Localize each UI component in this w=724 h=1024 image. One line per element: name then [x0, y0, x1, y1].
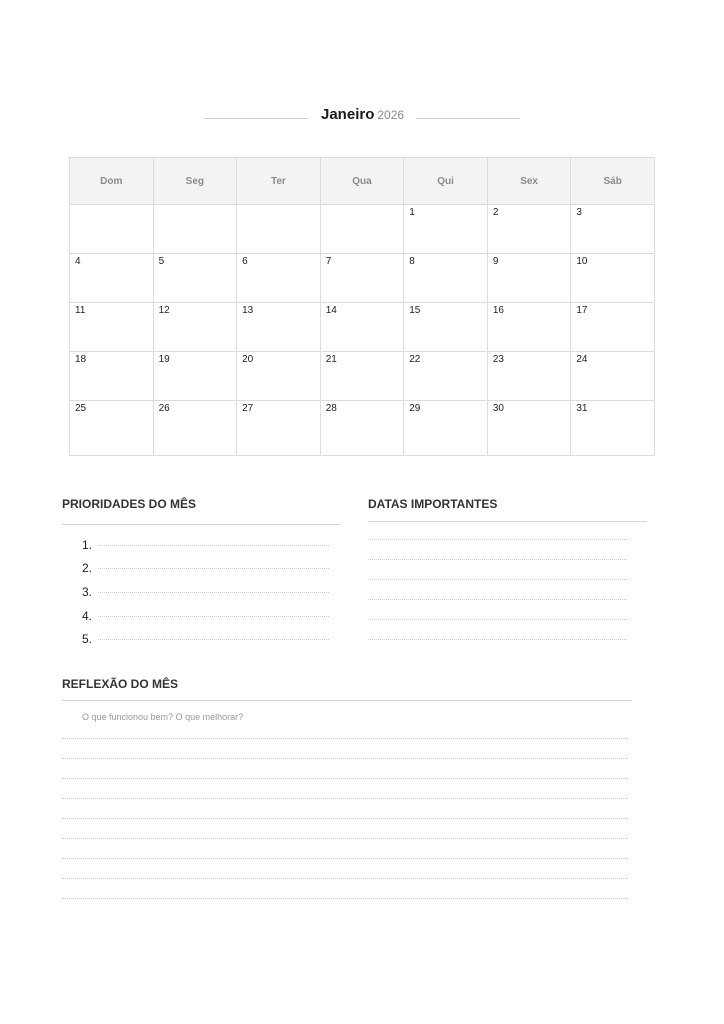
- day-cell[interactable]: [320, 254, 404, 303]
- week-row: [70, 303, 655, 352]
- reflection-prompt: O que funcionou bem? O que melhorar?: [82, 712, 244, 722]
- day-number: 18: [75, 354, 87, 365]
- day-cell[interactable]: [487, 352, 571, 401]
- day-number: 21: [325, 354, 337, 365]
- day-cell[interactable]: [70, 205, 154, 254]
- day-cell[interactable]: [70, 254, 154, 303]
- day-cell[interactable]: [237, 352, 321, 401]
- date-line[interactable]: [368, 619, 627, 620]
- day-number: 11: [75, 305, 86, 316]
- header-rule-right: [416, 118, 520, 119]
- day-cell[interactable]: [70, 303, 154, 352]
- day-number: 12: [158, 305, 170, 316]
- day-number: 29: [409, 403, 421, 414]
- reflection-line[interactable]: [62, 798, 628, 799]
- important-dates-title: DATAS IMPORTANTES: [368, 497, 498, 511]
- day-cell[interactable]: [320, 401, 404, 456]
- day-cell[interactable]: [153, 401, 237, 456]
- day-number: 23: [492, 354, 504, 365]
- day-number: [321, 205, 404, 207]
- weekday-header: Qua: [320, 158, 404, 205]
- day-cell[interactable]: [320, 303, 404, 352]
- day-number: 25: [75, 403, 87, 414]
- day-number: 30: [492, 403, 504, 414]
- day-cell[interactable]: [237, 303, 321, 352]
- day-cell[interactable]: [153, 352, 237, 401]
- date-line[interactable]: [368, 639, 627, 640]
- date-line[interactable]: [368, 539, 627, 540]
- day-cell[interactable]: [487, 205, 571, 254]
- day-cell[interactable]: [571, 254, 655, 303]
- day-number: 3: [576, 207, 582, 218]
- calendar-grid: [69, 157, 655, 456]
- priorities-rule: [62, 524, 341, 525]
- day-number: [70, 205, 153, 207]
- priority-number: 1.: [82, 538, 93, 552]
- reflection-line[interactable]: [62, 858, 628, 859]
- day-number: 19: [158, 354, 170, 365]
- priority-line[interactable]: [98, 545, 329, 546]
- month-name: Janeiro: [321, 106, 375, 123]
- reflection-title: REFLEXÃO DO MÊS: [62, 677, 179, 691]
- day-cell[interactable]: [237, 254, 321, 303]
- day-cell[interactable]: [404, 401, 488, 456]
- month-header: [0, 106, 724, 126]
- day-cell[interactable]: [320, 205, 404, 254]
- day-number: 22: [409, 354, 421, 365]
- day-number: [237, 205, 320, 207]
- day-number: 4: [75, 256, 81, 267]
- day-number: 6: [242, 256, 248, 267]
- day-cell[interactable]: [487, 254, 571, 303]
- day-cell[interactable]: [404, 254, 488, 303]
- day-cell[interactable]: [404, 303, 488, 352]
- weekday-header-row: [70, 158, 655, 205]
- priority-line[interactable]: [98, 592, 329, 593]
- day-cell[interactable]: [153, 303, 237, 352]
- day-number: 28: [325, 403, 337, 414]
- day-cell[interactable]: [487, 401, 571, 456]
- week-row: [70, 401, 655, 456]
- day-cell[interactable]: [571, 352, 655, 401]
- month-title: [321, 106, 404, 124]
- day-cell[interactable]: [153, 254, 237, 303]
- day-number: 7: [325, 256, 332, 267]
- day-number: 13: [242, 305, 254, 316]
- day-number: 8: [409, 256, 415, 267]
- day-number: 26: [158, 403, 170, 414]
- reflection-line[interactable]: [62, 778, 628, 779]
- day-cell[interactable]: [404, 352, 488, 401]
- weekday-header: Seg: [153, 158, 237, 205]
- weekday-header: Ter: [237, 158, 321, 205]
- weekday-header: Dom: [70, 158, 154, 205]
- week-row: [70, 352, 655, 401]
- day-number: 14: [325, 305, 337, 316]
- reflection-line[interactable]: [62, 878, 628, 879]
- day-number: 16: [492, 305, 504, 316]
- day-number: 5: [158, 256, 165, 267]
- day-cell[interactable]: [404, 205, 488, 254]
- day-cell[interactable]: [237, 205, 321, 254]
- day-number: 2: [492, 207, 499, 218]
- day-cell[interactable]: [571, 303, 655, 352]
- reflection-line[interactable]: [62, 818, 628, 819]
- weekday-header: Sáb: [571, 158, 655, 205]
- reflection-rule: [62, 700, 632, 701]
- year-label: 2026: [377, 108, 405, 122]
- reflection-line[interactable]: [62, 758, 628, 759]
- priority-number: 4.: [82, 609, 93, 623]
- day-cell[interactable]: [571, 205, 655, 254]
- day-number: 15: [409, 305, 421, 316]
- day-cell[interactable]: [487, 303, 571, 352]
- priority-number: 5.: [82, 632, 93, 646]
- reflection-line[interactable]: [62, 738, 628, 739]
- priority-line[interactable]: [98, 639, 329, 640]
- day-cell[interactable]: [237, 401, 321, 456]
- week-row: [70, 254, 655, 303]
- priority-line[interactable]: [98, 616, 329, 617]
- priority-number: 2.: [82, 561, 93, 575]
- day-number: 17: [576, 305, 588, 316]
- day-cell[interactable]: [320, 352, 404, 401]
- day-number: 31: [576, 403, 588, 414]
- date-line[interactable]: [368, 599, 627, 600]
- day-number: 9: [492, 256, 499, 267]
- day-cell[interactable]: [153, 205, 237, 254]
- day-number: [154, 205, 237, 207]
- weekday-header: Sex: [487, 158, 571, 205]
- weekday-header: Qui: [404, 158, 488, 205]
- day-number: 27: [242, 403, 254, 414]
- day-number: 1: [409, 207, 415, 218]
- date-line[interactable]: [368, 559, 627, 560]
- day-cell[interactable]: [70, 401, 154, 456]
- day-cell[interactable]: [571, 401, 655, 456]
- priorities-title: PRIORIDADES DO MÊS: [62, 497, 197, 511]
- day-cell[interactable]: [70, 352, 154, 401]
- header-rule-left: [204, 118, 308, 119]
- week-row: [70, 205, 655, 254]
- reflection-line[interactable]: [62, 838, 628, 839]
- reflection-line[interactable]: [62, 898, 628, 899]
- important-dates-rule: [368, 521, 647, 522]
- day-number: 10: [576, 256, 588, 267]
- day-number: 20: [242, 354, 254, 365]
- date-line[interactable]: [368, 579, 627, 580]
- priority-number: 3.: [82, 585, 93, 599]
- day-number: 24: [576, 354, 588, 365]
- priority-line[interactable]: [98, 568, 329, 569]
